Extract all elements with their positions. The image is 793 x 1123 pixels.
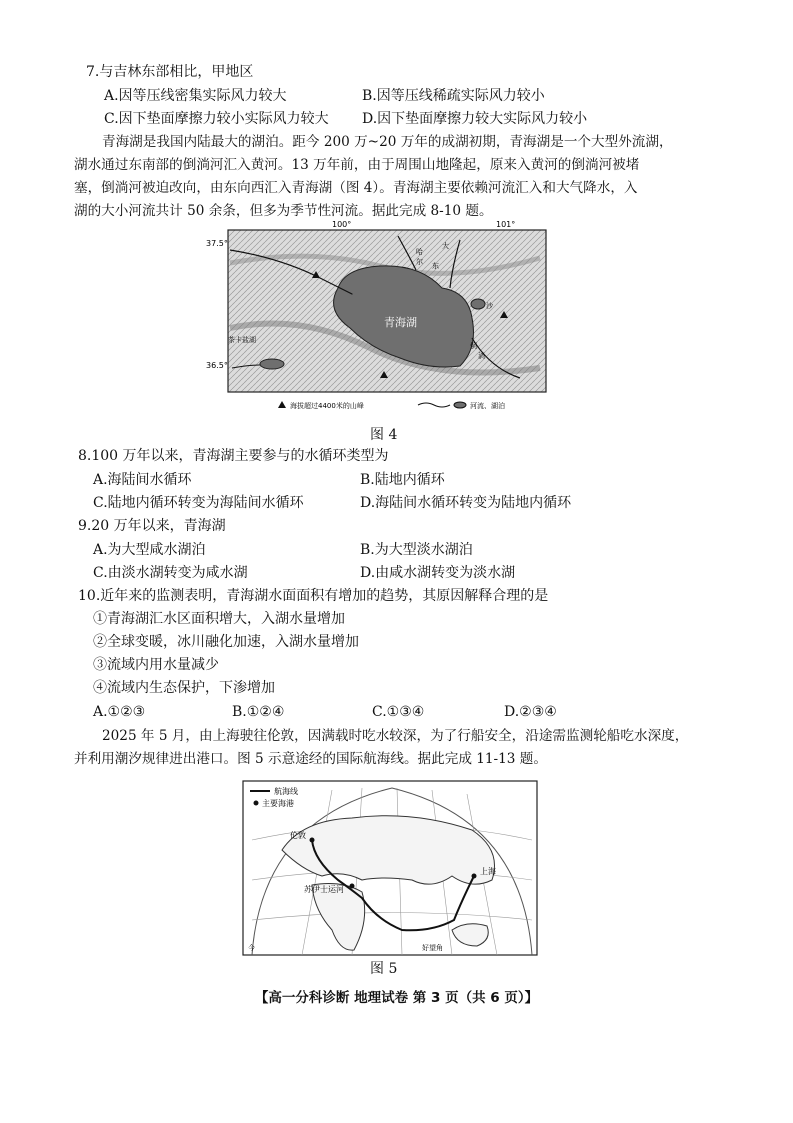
q7-option-b: B.因等压线稀疏实际风力较小 [362, 88, 545, 104]
passage-qinghai-lake [74, 131, 740, 223]
map-figure-4 [206, 218, 550, 418]
map4-small-label: 沙 [486, 302, 493, 310]
map4-small-label: 东 [432, 262, 439, 270]
port-suez [350, 884, 355, 889]
map4-small-label: 倒 [470, 342, 477, 350]
map4-lon-100: 100° [332, 220, 352, 229]
q9-option-c: C.由淡水湖转变为咸水湖 [93, 565, 248, 581]
q8-option-d: D.海陆间水循环转变为陆地内循环 [360, 495, 572, 511]
map4-lat-36-5: 36.5° [206, 361, 228, 370]
q10-stem: 10.近年来的监测表明，青海湖水面面积有增加的趋势，其原因解释合理的是 [78, 588, 549, 604]
port-shanghai [472, 874, 477, 879]
q10-option-b: B.①②④ [232, 704, 285, 720]
page-footer: 【高一分科诊断 地理试卷 第 3 页（共 6 页）】 [254, 990, 539, 1006]
passage2-line1: 2025 年 5 月，由上海驶往伦敦，因满载时吃水较深，为了行船安全，沿途需监测轮船吃水深度， [102, 728, 689, 744]
legend-port-icon [254, 801, 259, 806]
q7-option-c: C.因下垫面摩擦力较小实际风力较大 [104, 111, 329, 127]
suez-label: 苏伊士运河 [304, 885, 344, 894]
passage2-line2: 并利用潮汐规律进出港口。图 5 示意途经的国际航海线。据此完成 11-13 题。 [74, 751, 547, 767]
q10-option-d: D.②③④ [504, 704, 557, 720]
passage1-line2: 湖水通过东南部的倒淌河汇入黄河。13 万年前，由于周围山地隆起，原来入黄河的倒淌河被堵 [74, 157, 640, 173]
chaka-salt-lake-label: 茶卡盐湖 [228, 336, 256, 344]
passage1-line3: 塞，倒淌河被迫改向，由东向西汇入青海湖（图 4）。青海湖主要依赖河流汇入和大气降水，入 [74, 180, 638, 196]
legend-river-label: 河流、湖泊 [470, 402, 505, 410]
q10-option-c: C.①③④ [372, 704, 425, 720]
port-london [310, 838, 315, 843]
figure-5-caption: 图 5 [370, 961, 398, 977]
q8-option-a: A.海陆间水循环 [93, 472, 192, 488]
map4-small-lake [471, 299, 485, 309]
map5-tiny-label: 好望角 [422, 944, 443, 952]
q7-option-a: A.因等压线密集实际风力较大 [104, 88, 287, 104]
passage1-line1: 青海湖是我国内陆最大的湖泊。距今 200 万~20 万年的成湖初期，青海湖是一个大型外流湖， [102, 134, 673, 150]
map4-small-label: 哈 [416, 248, 423, 256]
q9-option-a: A.为大型咸水湖泊 [93, 542, 206, 558]
map4-lon-101: 101° [496, 220, 516, 229]
q8-stem: 8.100 万年以来，青海湖主要参与的水循环类型为 [78, 448, 389, 464]
legend-lake-icon [454, 402, 466, 408]
map4-small-label: 尔 [416, 258, 423, 266]
q9-option-d: D.由咸水湖转变为淡水湖 [360, 565, 516, 581]
legend-peak-label: 海拔超过4400米的山峰 [290, 402, 364, 410]
shanghai-label: 上海 [480, 867, 496, 876]
q9-stem: 9.20 万年以来，青海湖 [78, 518, 226, 534]
map4-small-label: 大 [442, 242, 449, 250]
legend-route-label: 航海线 [274, 787, 298, 796]
legend-peak-icon [278, 401, 286, 408]
london-label: 伦敦 [290, 831, 306, 840]
q10-statement-1: ①青海湖汇水区面积增大，入湖水量增加 [93, 611, 345, 627]
legend-river-icon [418, 403, 450, 407]
q10-statement-3: ③流域内用水量减少 [93, 657, 219, 673]
q7-option-d: D.因下垫面摩擦力较大实际风力较小 [362, 111, 588, 127]
passage1-line4: 湖的大小河流共计 50 余条，但多为季节性河流。据此完成 8-10 题。 [74, 203, 493, 219]
chaka-salt-lake-shape [260, 359, 284, 369]
map4-small-label: 淌 [478, 352, 485, 360]
map5-corner-label: 今 [248, 944, 255, 952]
q10-statement-2: ②全球变暖，冰川融化加速，入湖水量增加 [93, 634, 359, 650]
q10-option-a: A.①②③ [93, 704, 146, 720]
q10-statement-4: ④流域内生态保护，下渗增加 [93, 680, 275, 696]
figure-4-caption: 图 4 [370, 427, 398, 443]
q8-option-b: B.陆地内循环 [360, 472, 445, 488]
q9-option-b: B.为大型淡水湖泊 [360, 542, 473, 558]
passage-shipping [74, 725, 740, 771]
legend-port-label: 主要海港 [262, 799, 294, 808]
q7-stem: 7.与吉林东部相比，甲地区 [86, 64, 254, 80]
map-figure-5 [242, 780, 538, 956]
qinghai-lake-label: 青海湖 [384, 316, 417, 329]
q8-option-c: C.陆地内循环转变为海陆间水循环 [93, 495, 304, 511]
map4-lat-37-5: 37.5° [206, 239, 228, 248]
